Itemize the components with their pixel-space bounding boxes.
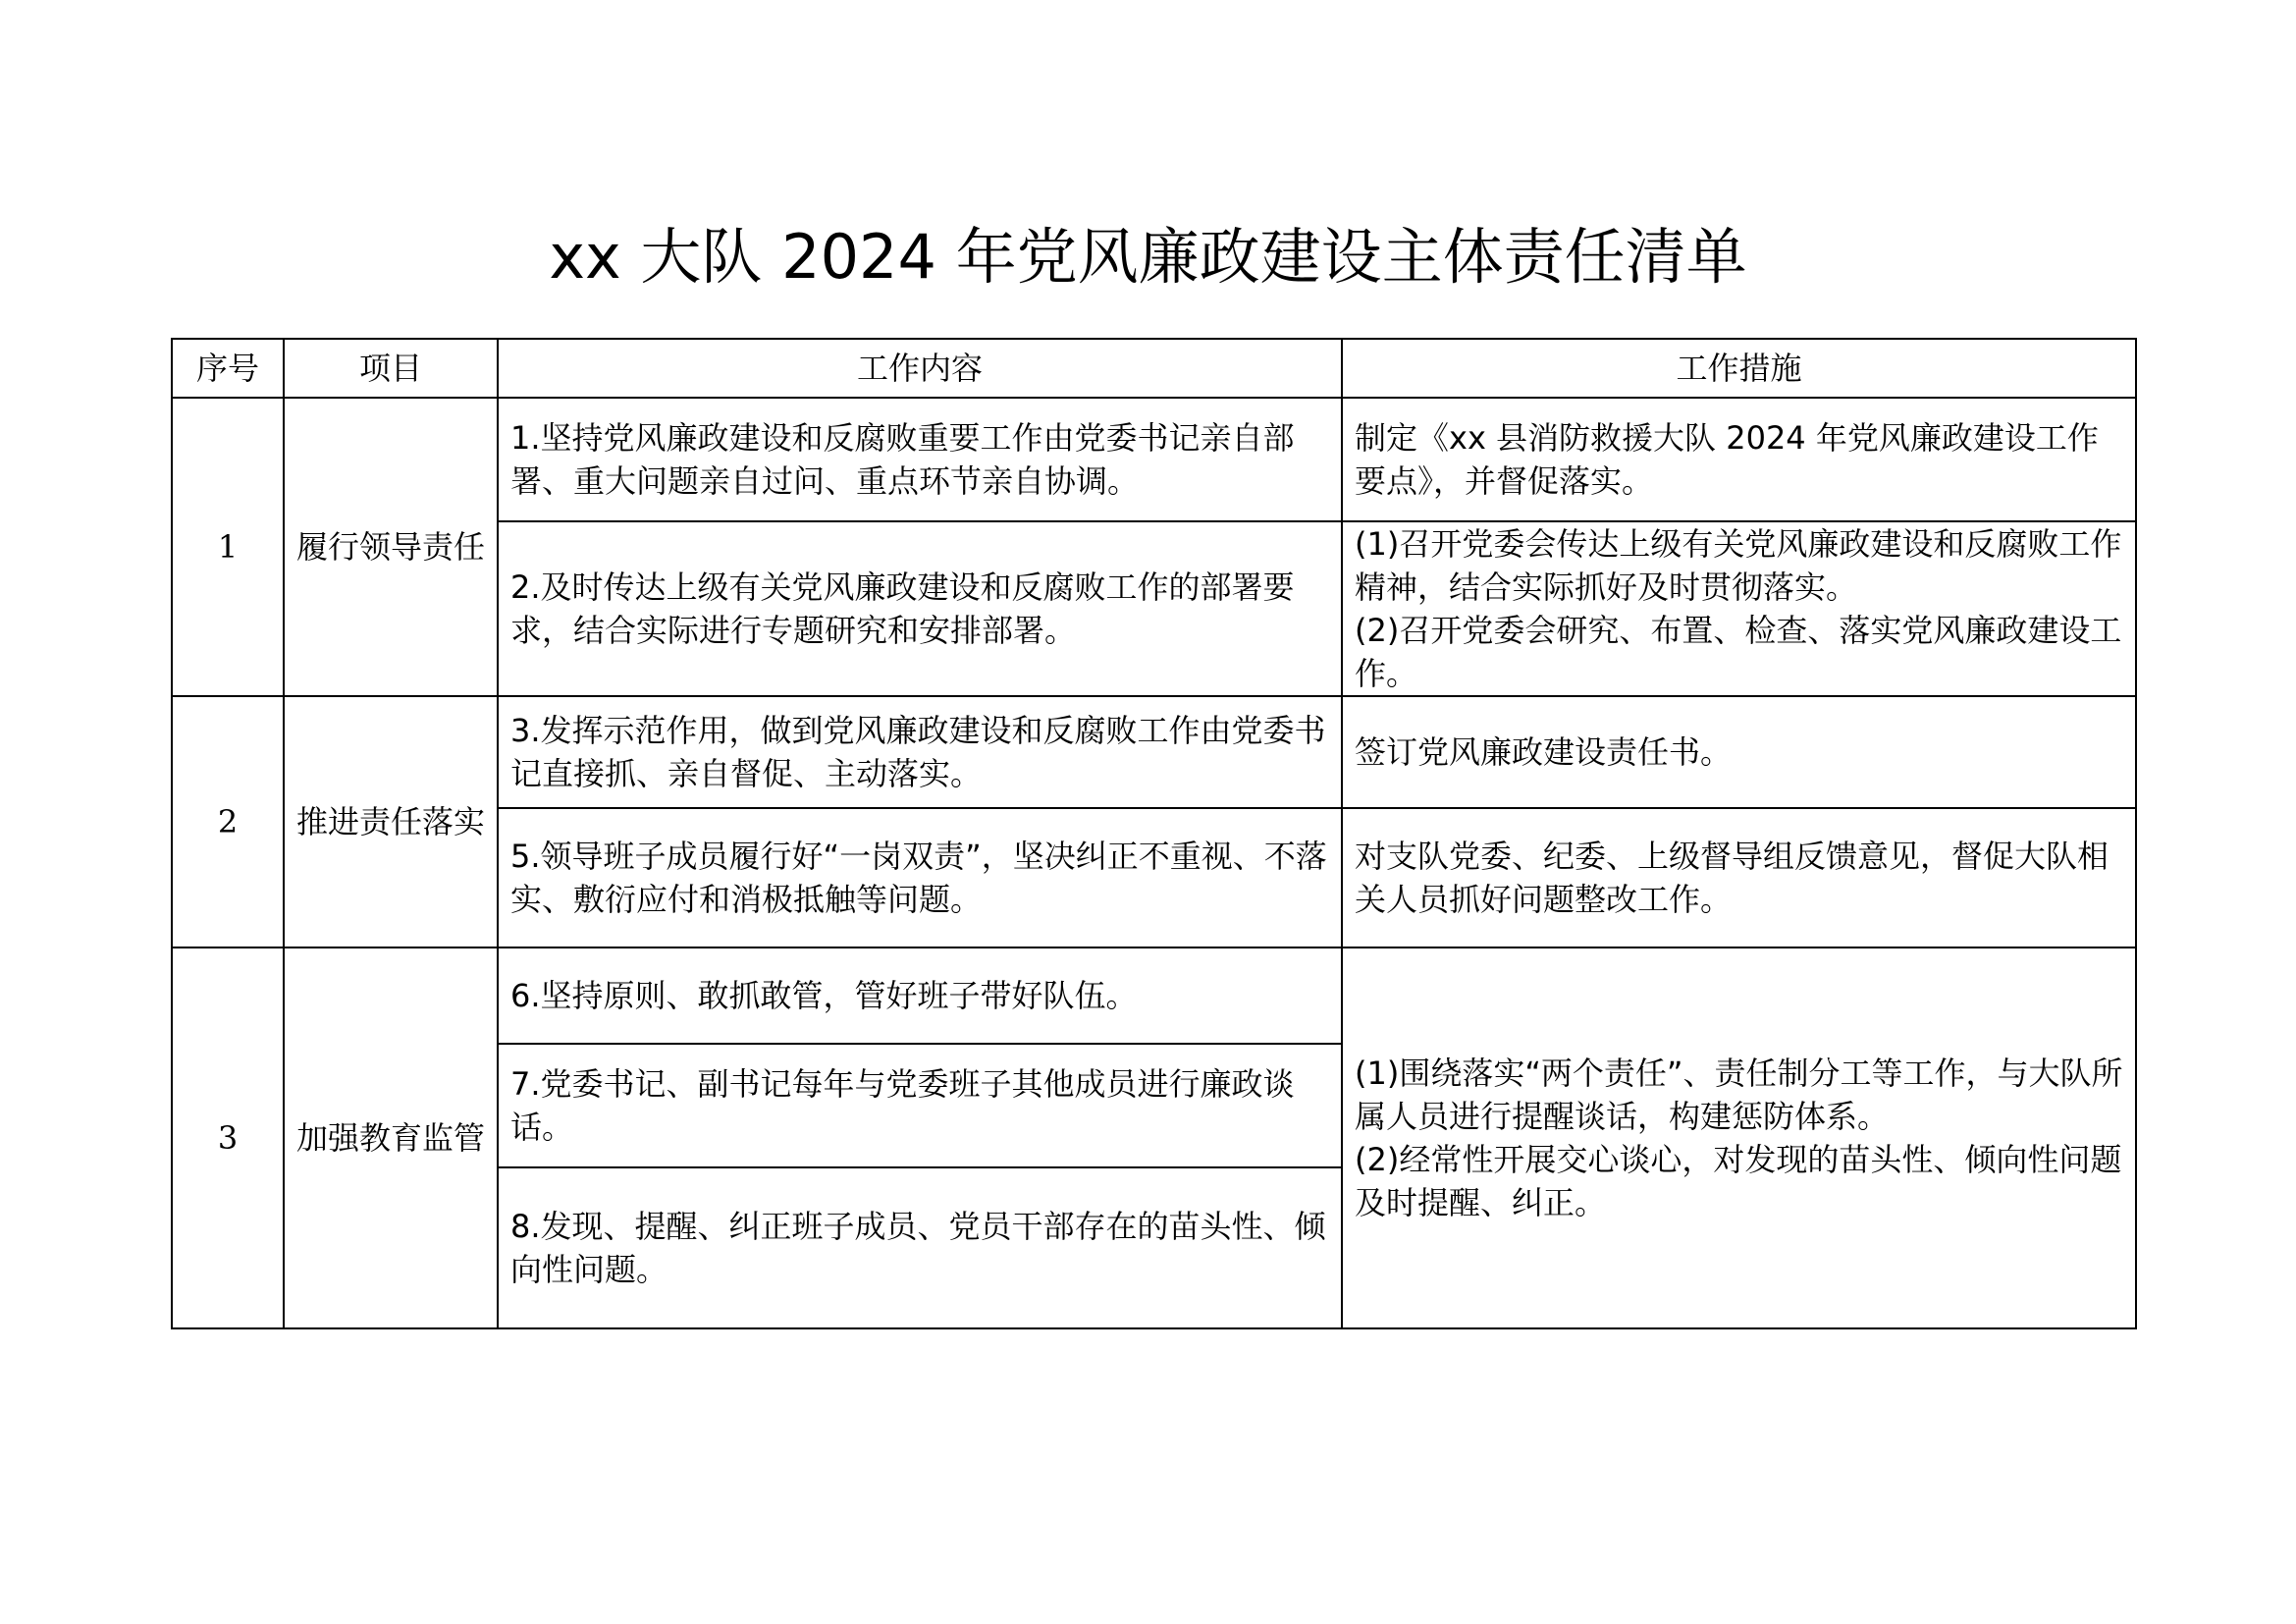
measure-line: (2)召开党委会研究、布置、检查、落实党风廉政建设工作。 [1355,612,2122,692]
measure-line: (1)围绕落实“两个责任”、责任制分工等工作，与大队所属人员进行提醒谈话，构建惩防体系。 [1355,1055,2123,1135]
content-cell: 8.发现、提醒、纠正班子成员、党员干部存在的苗头性、倾向性问题。 [498,1167,1342,1328]
table-row [172,696,2136,808]
table-row [172,947,2136,1044]
content-cell: 3.发挥示范作用，做到党风廉政建设和反腐败工作由党委书记直接抓、亲自督促、主动落实。 [498,696,1342,808]
group-2-num: 2 [172,696,284,947]
group-3-item: 加强教育监管 [284,947,498,1328]
group-3-num: 3 [172,947,284,1328]
measure-cell [1342,696,2136,808]
measure-line: (2)经常性开展交心谈心，对发现的苗头性、倾向性问题及时提醒、纠正。 [1355,1141,2122,1221]
page-title: xx 大队 2024 年党风廉政建设主体责任清单 [549,221,1747,293]
table-header-row [172,339,2136,398]
content-cell: 6.坚持原则、敢抓敢管，管好班子带好队伍。 [498,947,1342,1044]
group-1-num: 1 [172,398,284,696]
measure-cell [1342,521,2136,696]
header-num: 序号 [172,339,284,398]
content-cell: 5.领导班子成员履行好“一岗双责”，坚决纠正不重视、不落实、敷衍应付和消极抵触等问题。 [498,808,1342,947]
measure-cell [1342,947,2136,1328]
measure-line: 制定《xx 县消防救援大队 2024 年党风廉政建设工作要点》，并督促落实。 [1355,419,2099,500]
header-measure: 工作措施 [1342,339,2136,398]
table-row [172,398,2136,521]
content-cell: 7.党委书记、副书记每年与党委班子其他成员进行廉政谈话。 [498,1044,1342,1167]
measure-line: (1)召开党委会传达上级有关党风廉政建设和反腐败工作精神，结合实际抓好及时贯彻落实。 [1355,525,2122,606]
measure-line: 对支队党委、纪委、上级督导组反馈意见，督促大队相关人员抓好问题整改工作。 [1355,838,2109,918]
header-item: 项目 [284,339,498,398]
group-1-item: 履行领导责任 [284,398,498,696]
content-cell: 1.坚持党风廉政建设和反腐败重要工作由党委书记亲自部署、重大问题亲自过问、重点环节亲自协调。 [498,398,1342,521]
measure-line: 签订党风廉政建设责任书。 [1355,733,1733,771]
measure-cell [1342,808,2136,947]
content-cell: 2.及时传达上级有关党风廉政建设和反腐败工作的部署要求，结合实际进行专题研究和安排部署。 [498,521,1342,696]
measure-cell [1342,398,2136,521]
group-2-item: 推进责任落实 [284,696,498,947]
responsibility-table [171,338,2137,1329]
header-content: 工作内容 [498,339,1342,398]
